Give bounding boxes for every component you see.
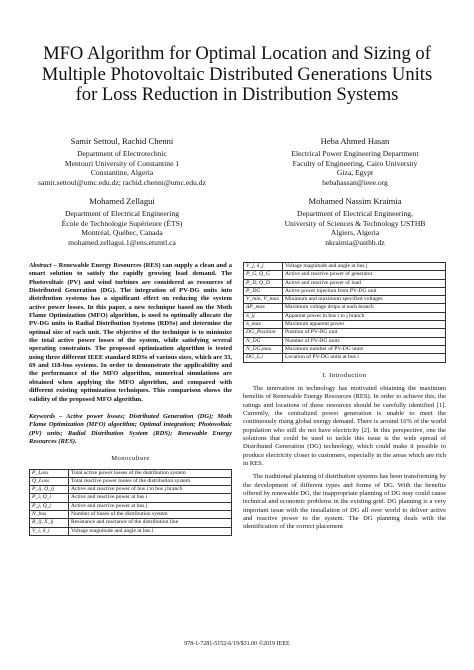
nomenclature-symbol: P_D, Q_D [244,279,283,287]
nomenclature-symbol: P_i, Q_i [30,494,69,502]
nomenclature-definition: Active and reactive power at bus i [69,494,232,502]
nomenclature-definition: Location of PV-DG units at bus i [283,354,446,362]
nomenclature-row [30,494,232,502]
keywords-label: Keywords [29,412,56,420]
nomenclature-row [244,287,446,295]
author-name: Mohamed Zellagui [89,196,155,206]
title-line: Multiple Photovoltaic Distributed Generations Units [41,63,433,85]
author-affiliation: Electrical Power Engineering Department [291,149,419,159]
author-block [250,197,460,247]
nomenclature-symbol: DG_L,i [244,354,283,362]
left-column [29,262,232,536]
nomenclature-definition: Total active power losses of the distribution system [69,469,232,477]
nomenclature-row [244,304,446,312]
nomenclature-definition: Maximum apparent power [283,321,446,329]
nomenclature-row [30,477,232,485]
nomenclature-definition: Active and reactive power of bus i to bus j branch [69,486,232,494]
nomenclature-symbol: N_DG,max [244,345,283,353]
nomenclature-definition: Maximum number of PV-DG units [283,345,446,353]
nomenclature-definition: Active power injection from PV-DG unit [283,287,446,295]
nomenclature-row [244,296,446,304]
nomenclature-row [244,312,446,320]
nomenclature-definition: Total reactive power losses of the distribution system [69,477,232,485]
nomenclature-symbol: P_Loss [30,469,69,477]
author-email: mohamed.zellagui.1@ens.etsmtl.ca [68,237,176,247]
author-block [17,197,227,247]
nomenclature-definition: Minimum and maximum specified voltages [283,296,446,304]
author-name: Heba Ahmed Hasan [320,136,390,146]
abstract [29,262,232,404]
author-affiliation: Giza, Egypt [336,168,374,178]
nomenclature-row [244,337,446,345]
nomenclature-symbol: V_min, V_max [244,296,283,304]
nomenclature-row [244,354,446,362]
nomenclature-definition: Maximum voltage drops at each branch [283,304,446,312]
nomenclature-definition: Active and reactive power of generator [283,271,446,279]
author-email: samir.settoul@umc.edu.dz; rachid.chenni@umc.edu.dz [38,177,206,187]
nomenclature-symbol: P_ij, Q_ij [30,486,69,494]
nomenclature-symbol: P_j, Q_j [30,502,69,510]
nomenclature-definition: Voltage magnitude and angle at bus i [69,527,232,535]
nomenclature-symbol: Q_Loss [30,477,69,485]
right-column [243,262,446,532]
author-email: nkraimia@usthb.dz [325,237,385,247]
author-affiliation: Faculty of Engineering, Cairo University [292,158,418,168]
author-block [250,137,460,187]
introduction-heading: I. Introduction [322,371,367,379]
nomenclature-row [244,345,446,353]
nomenclature-symbol: R_ij, X_ij [30,519,69,527]
nomenclature-row [244,329,446,337]
nomenclature-definition: Active and reactive power at bus j [69,502,232,510]
nomenclature-symbol: ΔP_max [244,304,283,312]
footer-copyright: 978-1-7281-5152-6/19/$31.00 ©2019 IEEE [184,641,290,647]
nomenclature-symbol: N_bus [30,511,69,519]
author-affiliation: Department of Electrical Engineering [64,209,180,219]
nomenclature-symbol: P_DG [244,287,283,295]
nomenclature-table-left [29,469,232,536]
nomenclature-row [244,321,446,329]
nomenclature-definition: Position of PV-DG unit [283,329,446,337]
author-affiliation: Constantine, Algeria [90,168,154,178]
nomenclature-row [30,527,232,535]
author-affiliation: Algiers, Algeria [330,228,380,238]
nomenclature-definition: Voltage magnitude and angle at bus j [283,263,446,271]
nomenclature-definition: Apparent power in bus i to j branch [283,312,446,320]
author-name: Samir Settoul, Rachid Chenni [70,136,174,146]
author-affiliation: Department of Electrotechnic [77,149,167,159]
nomenclature-symbol: DG_Position [244,329,283,337]
nomenclature-definition: Number of PV-DG units [283,337,446,345]
title-line: for Loss Reduction in Distribution Systems [75,84,399,105]
paper-title [14,44,460,106]
nomenclature-row [30,486,232,494]
nomenclature-symbol: S_max [244,321,283,329]
intro-paragraph: The traditional planning of distribution systems has been transforming by the development of different types and forms of DG. With the benefits offered by renewable DG, the inappropriate planning of DG may could cause technical and economic problems in the existing grid. DG planning is a very important issue with the installation of DG all over world to deliver active and reactive power to the system. The DG planning deals with the identification of the correct placement [243,473,446,531]
author-affiliation: Montréal, Québec, Canada [81,228,163,238]
author-block [17,137,227,187]
nomenclature-definition: Number of buses of the distribution system [69,511,232,519]
nomenclature-row [30,502,232,510]
nomenclature-row [30,469,232,477]
keywords-text: – Active power losses; Distributed Generation (DG); Moth Flame Optimization (MFO) algorithm; Optimal integration; Photovoltaic (PV) units; Radial Distribution System (RDS); Renewable Energy Resources (RES). [29,412,232,445]
title-line: MFO Algorithm for Optimal Location and Sizing of [43,43,431,64]
nomenclature-symbol: P_G, Q_G [244,271,283,279]
nomenclature-definition: Active and reactive power of load [283,279,446,287]
abstract-label: Abstract [29,262,52,269]
nomenclature-symbol: V_j, δ_j [244,263,283,271]
author-affiliation: Mentouri University of Constantine 1 [64,158,180,168]
nomenclature-row [244,271,446,279]
nomenclature-row [30,511,232,519]
author-name: Mohamed Nassim Kraimia [308,196,402,206]
nomenclature-row [30,519,232,527]
keywords [29,413,232,446]
nomenclature-symbol: S_ij [244,312,283,320]
nomenclature-heading: Monoculture [111,455,150,463]
author-affiliation: École de Technologie Supérieure (ÉTS) [61,218,183,228]
intro-paragraph: The innovation in technology has motivated obtaining the maximum benefits of Renewable Energy Resources (RES). In order to achieve this, the ratings and locations of these resources should be carefully identified [1]. Currently, the centralized power generation is unable to meet the continuously rising global energy demand. There is around 16% of the world population who still do not have electricity [2]. In this perspective, one the solutions that could be used to tackle this issue is the wide spread of Distributed Generation (DG) technology, which could make it possible to produce electricity closer to customers, especially in the areas which are rich in RES. [243,384,446,467]
nomenclature-symbol: V_i, δ_i [30,527,69,535]
nomenclature-definition: Resistance and reactance of the distribution line [69,519,232,527]
author-email: hebahassan@ieee.org [322,177,388,187]
author-affiliation: University of Sciences & Technology USTHB [284,218,426,228]
nomenclature-table-right [243,262,446,363]
nomenclature-row [244,263,446,271]
abstract-text: – Renewable Energy Resources (RES) can supply a clean and a smart solution to satisfy the rapidly growing load demand. The Photovoltaic (PV) and wind turbines are considered as resources of Distributed Generation (DG). The integration of PV-DG units into distribution systems has a significant effect on reducing the system active power losses. In this paper, a new technique based on the Moth Flame Optimization (MFO) algorithm, is used to optimally allocate the PV-DG units in Radial Distribution Systems (RDSs) and determine the optimal size of each unit. The objective of the technique is to minimize the total active power losses of the system, while satisfying several operating constraints. The proposed optimization algorithm is tested using three different IEEE standard RDSs of various sizes, which are 33, 69 and 118-bus systems. In order to demonstrate the applicability and the performance of the MFO algorithm, numerical simulations are obtained when applying the MFO algorithm, and compared with different existing optimization techniques. This comparison shows the validity of the proposed MFO algorithm. [29,262,232,403]
nomenclature-symbol: N_DG [244,337,283,345]
author-affiliation: Department of Electrical Engineering, [297,209,413,219]
nomenclature-row [244,279,446,287]
